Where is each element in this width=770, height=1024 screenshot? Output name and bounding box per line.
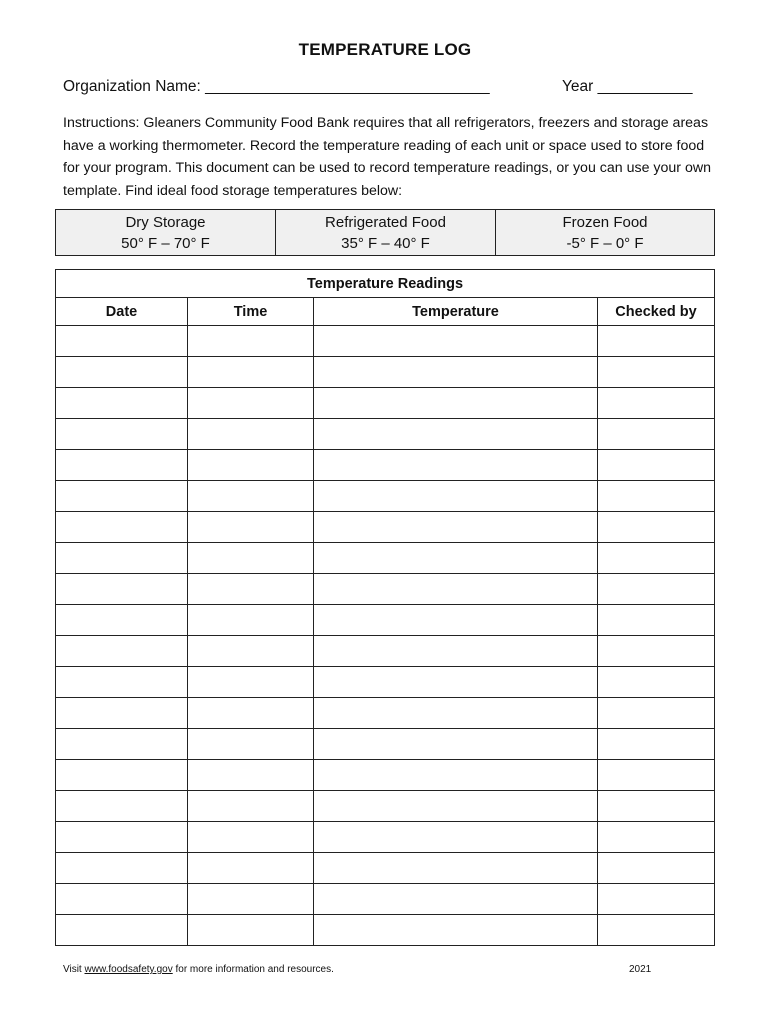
checked-by-cell[interactable]: [598, 605, 715, 636]
checked-by-cell[interactable]: [598, 698, 715, 729]
checked-by-cell[interactable]: [598, 884, 715, 915]
time-cell[interactable]: [188, 419, 314, 450]
temperature-cell[interactable]: [314, 853, 598, 884]
footer-prefix: Visit: [63, 964, 85, 975]
temperature-cell[interactable]: [314, 884, 598, 915]
storage-cell-dry: [56, 210, 276, 256]
document-title: TEMPERATURE LOG: [298, 40, 472, 59]
table-row: [56, 388, 715, 419]
temperature-cell[interactable]: [314, 605, 598, 636]
table-row: [56, 729, 715, 760]
table-row: [56, 605, 715, 636]
table-row: [56, 574, 715, 605]
date-cell[interactable]: [56, 450, 188, 481]
date-cell[interactable]: [56, 574, 188, 605]
checked-by-cell[interactable]: [598, 388, 715, 419]
time-cell[interactable]: [188, 357, 314, 388]
column-header-time: Time: [188, 298, 314, 326]
time-cell[interactable]: [188, 698, 314, 729]
temperature-cell[interactable]: [314, 729, 598, 760]
table-row: [56, 419, 715, 450]
table-row: [56, 450, 715, 481]
footer-note: [63, 964, 334, 975]
organization-name-field[interactable]: Organization Name: _________________________________: [63, 78, 490, 95]
table-row: [56, 791, 715, 822]
checked-by-cell[interactable]: [598, 512, 715, 543]
date-cell[interactable]: [56, 698, 188, 729]
temperature-cell[interactable]: [314, 760, 598, 791]
checked-by-cell[interactable]: [598, 791, 715, 822]
temperature-cell[interactable]: [314, 357, 598, 388]
checked-by-cell[interactable]: [598, 481, 715, 512]
date-cell[interactable]: [56, 884, 188, 915]
checked-by-cell[interactable]: [598, 450, 715, 481]
storage-cell-frozen: [496, 210, 715, 256]
storage-name: Refrigerated Food: [325, 213, 446, 231]
date-cell[interactable]: [56, 853, 188, 884]
checked-by-cell[interactable]: [598, 326, 715, 357]
date-cell[interactable]: [56, 760, 188, 791]
temperature-cell[interactable]: [314, 450, 598, 481]
checked-by-cell[interactable]: [598, 357, 715, 388]
readings-body: [56, 326, 715, 946]
temperature-cell[interactable]: [314, 915, 598, 946]
temperature-cell[interactable]: [314, 636, 598, 667]
time-cell[interactable]: [188, 822, 314, 853]
date-cell[interactable]: [56, 543, 188, 574]
checked-by-cell[interactable]: [598, 760, 715, 791]
date-cell[interactable]: [56, 388, 188, 419]
footer-suffix: for more information and resources.: [172, 964, 334, 975]
time-cell[interactable]: [188, 326, 314, 357]
date-cell[interactable]: [56, 915, 188, 946]
temperature-cell[interactable]: [314, 481, 598, 512]
footer-link[interactable]: www.foodsafety.gov: [84, 964, 173, 975]
table-row: [56, 543, 715, 574]
table-row: [56, 822, 715, 853]
time-cell[interactable]: [188, 574, 314, 605]
time-cell[interactable]: [188, 729, 314, 760]
time-cell[interactable]: [188, 915, 314, 946]
checked-by-cell[interactable]: [598, 822, 715, 853]
time-cell[interactable]: [188, 791, 314, 822]
time-cell[interactable]: [188, 667, 314, 698]
temperature-cell[interactable]: [314, 822, 598, 853]
storage-temperature-guide: [55, 209, 715, 256]
checked-by-cell[interactable]: [598, 636, 715, 667]
checked-by-cell[interactable]: [598, 419, 715, 450]
table-row: [56, 481, 715, 512]
date-cell[interactable]: [56, 481, 188, 512]
date-cell[interactable]: [56, 729, 188, 760]
checked-by-cell[interactable]: [598, 729, 715, 760]
temperature-cell[interactable]: [314, 419, 598, 450]
storage-range: 50° F – 70° F: [121, 234, 210, 252]
table-caption: Temperature Readings: [56, 270, 715, 298]
footer-year: 2021: [629, 964, 652, 975]
date-cell[interactable]: [56, 512, 188, 543]
storage-range: -5° F – 0° F: [566, 234, 644, 252]
temperature-cell[interactable]: [314, 388, 598, 419]
table-row: [56, 357, 715, 388]
date-cell[interactable]: [56, 419, 188, 450]
checked-by-cell[interactable]: [598, 853, 715, 884]
table-row: [56, 698, 715, 729]
date-cell[interactable]: [56, 636, 188, 667]
table-row: [56, 326, 715, 357]
table-row: [56, 667, 715, 698]
instructions-paragraph: Instructions: Gleaners Community Food Bank requires that all refrigerators, freezers and storage areas have a working thermometer. Record the temperature reading of each unit or space used to store food for your program. This document can be used to record temperature readings, or you can use your own template. Find ideal food storage temperatures below:: [63, 115, 711, 199]
time-cell[interactable]: [188, 543, 314, 574]
table-row: [56, 636, 715, 667]
date-cell[interactable]: [56, 667, 188, 698]
checked-by-cell[interactable]: [598, 574, 715, 605]
storage-range: 35° F – 40° F: [341, 234, 430, 252]
table-row: [56, 853, 715, 884]
temperature-cell[interactable]: [314, 512, 598, 543]
time-cell[interactable]: [188, 512, 314, 543]
checked-by-cell[interactable]: [598, 915, 715, 946]
time-cell[interactable]: [188, 450, 314, 481]
temperature-cell[interactable]: [314, 791, 598, 822]
date-cell[interactable]: [56, 326, 188, 357]
storage-name: Dry Storage: [125, 213, 206, 231]
date-cell[interactable]: [56, 357, 188, 388]
time-cell[interactable]: [188, 605, 314, 636]
storage-name: Frozen Food: [562, 213, 648, 231]
time-cell[interactable]: [188, 388, 314, 419]
time-cell[interactable]: [188, 636, 314, 667]
date-cell[interactable]: [56, 605, 188, 636]
temperature-cell[interactable]: [314, 543, 598, 574]
time-cell[interactable]: [188, 481, 314, 512]
time-cell[interactable]: [188, 760, 314, 791]
column-header-temperature: Temperature: [314, 298, 598, 326]
temperature-readings-table: [55, 269, 715, 946]
column-header-date: Date: [56, 298, 188, 326]
table-row: [56, 512, 715, 543]
checked-by-cell[interactable]: [598, 667, 715, 698]
date-cell[interactable]: [56, 791, 188, 822]
table-row: [56, 760, 715, 791]
temperature-cell[interactable]: [314, 326, 598, 357]
storage-cell-refrigerated: [276, 210, 496, 256]
checked-by-cell[interactable]: [598, 543, 715, 574]
temperature-cell[interactable]: [314, 698, 598, 729]
temperature-cell[interactable]: [314, 574, 598, 605]
time-cell[interactable]: [188, 853, 314, 884]
column-header-checked-by: Checked by: [598, 298, 715, 326]
year-field[interactable]: Year ___________: [562, 78, 693, 95]
time-cell[interactable]: [188, 884, 314, 915]
table-row: [56, 884, 715, 915]
temperature-cell[interactable]: [314, 667, 598, 698]
table-row: [56, 915, 715, 946]
date-cell[interactable]: [56, 822, 188, 853]
